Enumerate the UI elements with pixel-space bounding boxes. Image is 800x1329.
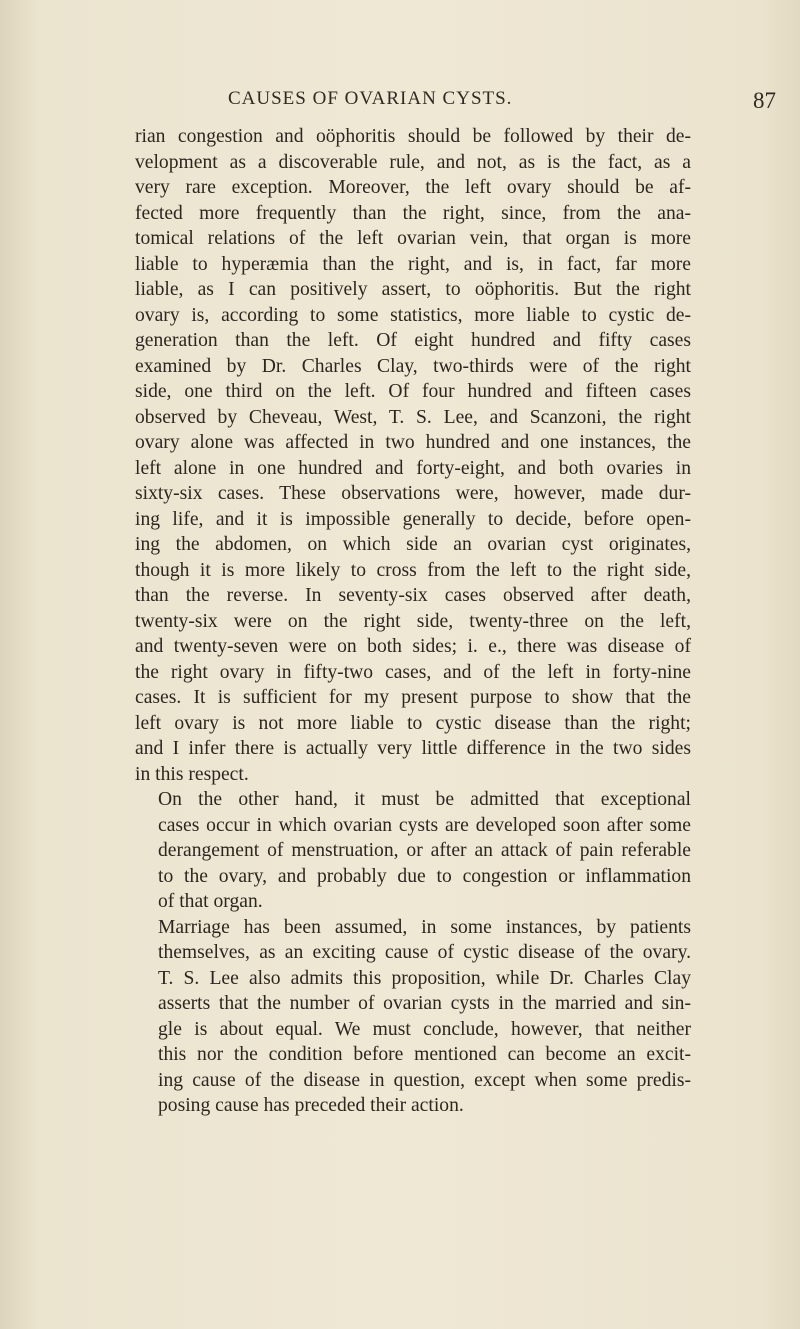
text-line: side, one third on the left. Of four hundred and fifteen cases <box>135 381 691 402</box>
text-line: cases occur in which ovarian cysts are developed soon after some <box>158 814 691 836</box>
text-line: and twenty-seven were on both sides; i. e., there was disease of <box>135 636 691 657</box>
text-line: Marriage has been assumed, in some instances, by patients <box>158 916 691 938</box>
text-line: tomical relations of the left ovarian vein, that organ is more <box>135 228 691 249</box>
text-line: liable to hyperæmia than the right, and is, in fact, far more <box>135 253 691 275</box>
text-line: than the reverse. In seventy-six cases observed after death, <box>135 585 691 606</box>
text-line: posing cause has preceded their action. <box>158 1095 464 1116</box>
paragraph-3 <box>135 915 691 1119</box>
text-line: left alone in one hundred and forty-eight, and both ovaries in <box>135 457 691 479</box>
text-line: velopment as a discoverable rule, and not, as is the fact, as a <box>135 151 691 173</box>
text-line: this nor the condition before mentioned can become an excit- <box>158 1044 691 1065</box>
text-line: the right ovary in fifty-two cases, and of the left in forty-nine <box>135 661 691 683</box>
text-line: examined by Dr. Charles Clay, two-thirds were of the right <box>135 355 691 377</box>
text-line: themselves, as an exciting cause of cystic disease of the ovary. <box>158 942 691 963</box>
text-line: though it is more likely to cross from the left to the right side, <box>135 559 691 581</box>
running-title: CAUSES OF OVARIAN CYSTS. <box>228 88 513 109</box>
text-line: generation than the left. Of eight hundred and fifty cases <box>135 330 691 351</box>
paragraph-2 <box>135 787 691 915</box>
text-line: fected more frequently than the right, since, from the ana- <box>135 202 691 224</box>
text-line: to the ovary, and probably due to congestion or inflammation <box>158 865 691 887</box>
text-line: ing life, and it is impossible generally to decide, before open- <box>135 508 691 530</box>
text-line: left ovary is not more liable to cystic disease than the right; <box>135 712 691 734</box>
running-head <box>0 88 800 112</box>
text-line: rian congestion and oöphoritis should be followed by their de- <box>135 126 691 147</box>
text-line: of that organ. <box>158 891 263 912</box>
body-text <box>135 124 691 1119</box>
text-line: cases. It is sufficient for my present purpose to show that the <box>135 687 691 708</box>
text-line: very rare exception. Moreover, the left ovary should be af- <box>135 177 691 198</box>
paragraph-1 <box>135 124 691 787</box>
text-line: ing cause of the disease in question, except when some predis- <box>158 1069 691 1091</box>
text-line: T. S. Lee also admits this proposition, while Dr. Charles Clay <box>158 967 691 989</box>
text-line: observed by Cheveau, West, T. S. Lee, and Scanzoni, the right <box>135 406 691 428</box>
text-line: and I infer there is actually very little difference in the two sides <box>135 738 691 759</box>
text-line: derangement of menstruation, or after an attack of pain referable <box>158 840 691 861</box>
text-line: ing the abdomen, on which side an ovarian cyst originates, <box>135 534 691 555</box>
text-line: ovary is, according to some statistics, more liable to cystic de- <box>135 304 691 326</box>
text-line: sixty-six cases. These observations were, however, made dur- <box>135 483 691 504</box>
page-number: 87 <box>753 88 776 113</box>
text-line: liable, as I can positively assert, to oöphoritis. But the right <box>135 279 691 300</box>
text-line: gle is about equal. We must conclude, however, that neither <box>158 1018 691 1040</box>
text-line: On the other hand, it must be admitted that exceptional <box>158 789 691 810</box>
text-line: in this respect. <box>135 763 249 785</box>
text-line: asserts that the number of ovarian cysts in the married and sin- <box>158 993 691 1014</box>
text-line: twenty-six were on the right side, twenty-three on the left, <box>135 610 691 632</box>
text-line: ovary alone was affected in two hundred and one instances, the <box>135 432 691 453</box>
